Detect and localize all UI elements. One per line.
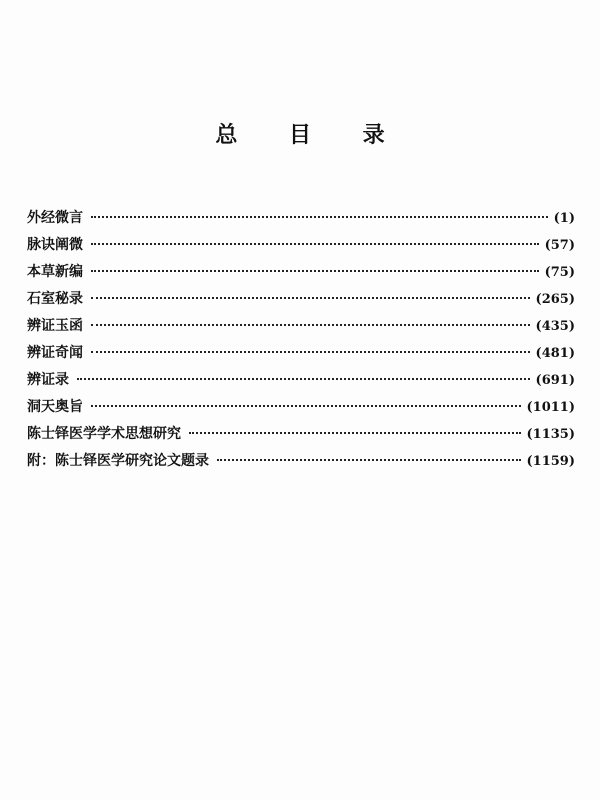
toc-entry-title: 洞天奥旨 [27,399,83,415]
toc-entry-page: (1) [553,211,575,226]
toc-entry [27,340,575,367]
toc-entry [27,421,575,448]
toc-entry [27,394,575,421]
toc-entry-title: 陈士铎医学学术思想研究 [27,426,181,442]
toc-entry [27,259,575,286]
dot-leader [91,297,530,299]
toc-entry-page: (691) [535,373,575,388]
toc-entry-page: (265) [535,292,575,307]
toc-entry-page: (75) [544,265,575,280]
dot-leader [91,324,530,326]
toc-entry-page: (1135) [526,427,575,442]
toc-entry-page: (57) [544,238,575,253]
dot-leader [189,432,521,434]
toc-entry-title: 本草新编 [27,264,83,280]
toc-entry [27,367,575,394]
dot-leader [91,243,539,245]
toc-entry-title: 辨证玉函 [27,318,83,334]
dot-leader [91,405,521,407]
page-title: 总 目 录 [215,122,407,148]
toc-entry-page: (1011) [526,400,575,415]
toc-entry-page: (481) [535,346,575,361]
dot-leader [91,270,539,272]
toc-entry-title: 脉诀阐微 [27,237,83,253]
toc-entry-title: 石室秘录 [27,291,83,307]
dot-leader [91,216,548,218]
toc-entry-title: 外经微言 [27,210,83,226]
dot-leader [217,459,521,461]
toc-entry [27,232,575,259]
dot-leader [77,378,530,380]
dot-leader [91,351,530,353]
toc-entry [27,205,575,232]
toc-entry [27,448,575,475]
toc-entry-title: 辨证录 [27,372,69,388]
toc-entry [27,286,575,313]
toc-entry [27,313,575,340]
toc-entry-page: (1159) [526,454,575,469]
toc-entry-page: (435) [535,319,575,334]
table-of-contents [27,205,575,475]
toc-entry-title: 附：陈士铎医学研究论文题录 [27,453,209,469]
toc-entry-title: 辨证奇闻 [27,345,83,361]
